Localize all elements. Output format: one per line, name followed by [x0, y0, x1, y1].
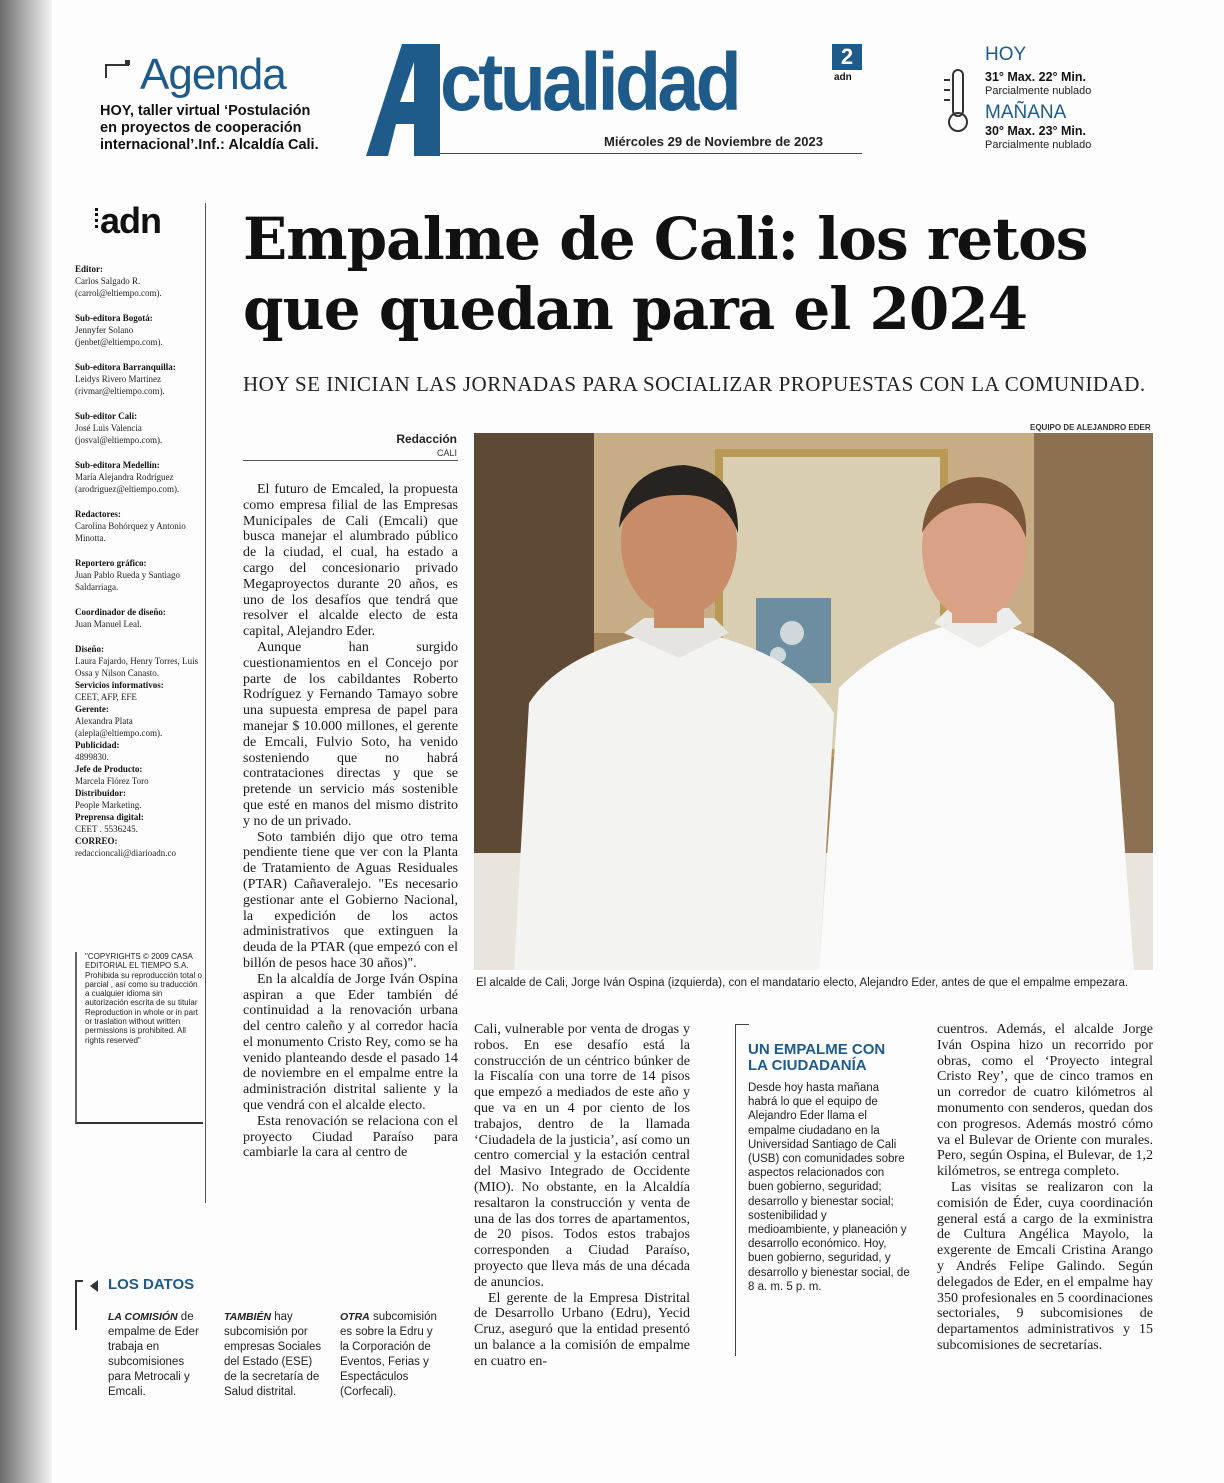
staff-credits: [75, 263, 205, 859]
staff-role: Gerente:: [75, 704, 109, 714]
staff-role: Sub-editora Barranquilla:: [75, 362, 176, 372]
adn-logo: adn: [100, 200, 162, 241]
datos-bracket-icon: [75, 1280, 87, 1330]
thermometer-icon: [944, 66, 974, 136]
staff-role: Redactores:: [75, 509, 121, 519]
agenda-title: Agenda: [140, 50, 286, 99]
paragraph: El gerente de la Empresa Distrital de Desarrollo Urbano (Edru), Yecid Cruz, aseguró que la entidad presentó un balance a la comisión de empalme en cuatro en-: [474, 1290, 690, 1369]
paragraph: Cali, vulnerable por venta de drogas y robos. En ese desafío está la construcción de un céntrico búnker de la Fiscalía con una torre de 14 pisos que empezó a mediados de este año y que va en un 4 por ciento de los trabajos, dentro de la llamada ‘Ciudadela de la justicia’, así como un centro comercial y la estación central del Masivo Integrado de Occidente (MIO). No obstante, en la Alcaldía resaltaron la construcción y venta de una de las dos torres de apartamentos, de 20 pisos. Todos estos trabajos corresponden a Ciudad Paraíso, proyecto que lleva más de una década de anuncios.: [474, 1022, 690, 1290]
staff-role: Sub-editor Cali:: [75, 411, 138, 421]
staff-name: Carolina Bohórquez y Antonio Minotta.: [75, 521, 186, 543]
dato-text: hay subcomisión por empresas Sociales del Estado (ESE) de la secretaría de Salud distrital.: [224, 1311, 322, 1398]
staff-name: Jennyfer Solano (jenbet@eltiempo.com).: [75, 325, 163, 347]
staff-entry: [75, 739, 205, 763]
staff-role: Publicidad:: [75, 740, 120, 750]
sidebar-divider: [205, 203, 206, 1203]
masthead-rule: [438, 153, 862, 154]
staff-name: redaccioncali@diarioadn.co: [75, 848, 176, 858]
box-text: Desde hoy hasta mañana habrá lo que el equipo de Alejandro Eder llama el empalme ciudadano en la Universidad Santiago de Cali (USB) con comunidades sobre aspectos relacionados con buen gobierno, seguridad; desarrollo y bienestar social; sostenibilidad y medioambiente, y planeación y desarrollo económico. Hoy, buen gobierno, seguridad, y desarrollo y bienestar social, de 8 a. m. 5 p. m.: [748, 1082, 910, 1293]
staff-entry: [75, 835, 205, 859]
staff-name: Juan Manuel Leal.: [75, 619, 142, 629]
staff-role: CORREO:: [75, 836, 118, 846]
page-number-badge: 2: [832, 44, 862, 70]
staff-name: Alexandra Plata (alepla@eltiempo.com).: [75, 716, 163, 738]
staff-entry: [75, 361, 205, 397]
article-column-4: [937, 1022, 1153, 1354]
dato-item: [340, 1310, 440, 1400]
article-column-1: [243, 482, 458, 1161]
staff-role: Distribuidor:: [75, 788, 127, 798]
paragraph: En la alcaldía de Jorge Iván Ospina aspiran a que Eder también dé continuidad a la renovación urbana del centro caleño y al corredor hacia el monumento Cristo Rey, como se ha venido planteando desde el pasado 14 de noviembre en el empalme entre la administración distrital saliente y la que vendrá con el alcalde electo.: [243, 971, 458, 1114]
agenda-bracket-icon: [105, 64, 129, 78]
staff-name: People Marketing.: [75, 800, 142, 810]
staff-entry: [75, 312, 205, 348]
byline: Redacción: [396, 432, 457, 446]
staff-name: Juan Pablo Rueda y Santiago Saldarriaga.: [75, 570, 180, 592]
dato-lead: OTRA: [340, 1311, 370, 1323]
photo-caption: El alcalde de Cali, Jorge Iván Ospina (izquierda), con el mandatario electo, Alejandro Eder, antes de que el empalme empezara.: [476, 977, 1129, 989]
article-photo: [474, 433, 1153, 970]
article-column-2: [474, 1022, 690, 1370]
staff-entry: [75, 763, 205, 787]
datos-arrow-icon: [90, 1280, 98, 1292]
staff-name: CEET, AFP, EFE: [75, 692, 137, 702]
staff-name: Marcela Flórez Toro: [75, 776, 149, 786]
section-logo-a-icon: [366, 44, 446, 156]
staff-role: Servicios informativos:: [75, 680, 164, 690]
staff-entry: [75, 263, 205, 299]
staff-entry: [75, 811, 205, 835]
dato-text: subcomisión es sobre la Edru y la Corporación de Eventos, Ferias y Espectáculos (Corfecali).: [340, 1311, 437, 1398]
staff-name: María Alejandra Rodríguez (arodriguez@eltiempo.com).: [75, 472, 180, 494]
staff-name: Carlos Salgado R. (carrol@eltiempo.com).: [75, 276, 162, 298]
staff-entry: [75, 679, 205, 703]
paragraph: Aunque han surgido cuestionamientos en el Concejo por parte de los cabildantes Roberto Rodríguez y Fernando Tamayo sobre una supuesta empresa de papel para manejar $ 10.000 millones, el gerente de Emcali, Fulvio Soto, ha venido sosteniendo que no habrá contrataciones directas y que se pretende un servicio más sostenible que esté en manos del mismo distrito y no de un privado.: [243, 639, 458, 829]
dato-text: de empalme de Eder trabaja en subcomisiones para Metrocali y Emcali.: [108, 1311, 199, 1398]
paragraph: Esta renovación se relaciona con el proyecto Ciudad Paraíso para cambiarle la cara al centro de: [243, 1113, 458, 1161]
staff-entry: [75, 410, 205, 446]
staff-entry: [75, 508, 205, 544]
weather-tomorrow-temp: 30° Max. 23° Min.: [985, 124, 1087, 138]
staff-name: Laura Fajardo, Henry Torres, Luis Ossa y Nilson Canasto.: [75, 656, 199, 678]
datos-title: LOS DATOS: [108, 1276, 195, 1293]
paragraph: Soto también dijo que otro tema pendiente tiene que ver con la Planta de Tratamiento de Aguas Residuales (PTAR) Cañaveralejo. "Es necesario gestionar ante el Gobierno Nacional, la expedición de los actos administrativos que extinguen la deuda de la PTAR (que empezó con el billón de pesos hace 30 años)".: [243, 829, 458, 971]
staff-role: Sub-editora Bogotá:: [75, 313, 153, 323]
staff-entry: [75, 557, 205, 593]
section-title: ctualidad: [440, 37, 739, 128]
staff-entry: [75, 459, 205, 495]
dato-item: [224, 1310, 324, 1400]
weather-today-temp: 31° Max. 22° Min.: [985, 70, 1087, 84]
staff-entry: [75, 703, 205, 739]
staff-role: Jefe de Producto:: [75, 764, 143, 774]
badge-adn-text: adn: [834, 72, 852, 83]
weather-today-desc: Parcialmente nublado: [985, 85, 1092, 97]
staff-entry: [75, 787, 205, 811]
staff-entry: [75, 606, 205, 630]
byline-location: CALI: [436, 448, 457, 458]
dato-lead: LA COMISIÓN: [108, 1311, 178, 1323]
page-fold-shadow: [0, 0, 52, 1483]
issue-date: Miércoles 29 de Noviembre de 2023: [604, 134, 823, 149]
agenda-text: HOY, taller virtual ‘Postulación en proyectos de cooperación internacional’.Inf.: Alcaldía Cali.: [100, 103, 319, 153]
dato-lead: TAMBIÉN: [224, 1311, 272, 1323]
staff-role: Reportero gráfico:: [75, 558, 147, 568]
weather-tomorrow-label: MAÑANA: [985, 102, 1067, 123]
copyright-notice: "COPYRIGHTS © 2009 CASA EDITORIAL EL TIEMPO S.A. Prohibida su reproducción total o parcial , así como su traducción a cualquier idioma sin autorización escrita de su titular Reproduction in whole or in part or traslation without written permissions is prohibited. All rights reserved": [75, 952, 203, 1124]
staff-name: Leidys Rivero Martínez (rivmar@eltiempo.com).: [75, 374, 165, 396]
box-title: UN EMPALME CON LA CIUDADANÍA: [748, 1041, 886, 1074]
staff-role: Diseño:: [75, 644, 104, 654]
paragraph: Las visitas se realizaron con la comisión de Éder, cuya coordinación general está a cargo de la exministra de Cultura Angélica Mayolo, la exgerente de Emcali Cristina Arango y Andrés Felipe Galindo. Según delegados de Eder, en el empalme hay 350 profesionales en 5 coordinaciones sectoriales, 9 subcomisiones de departamentos administrativos y 15 subcomisiones de secretarías.: [937, 1179, 1153, 1353]
staff-role: Coordinador de diseño:: [75, 607, 166, 617]
staff-role: Preprensa digital:: [75, 812, 144, 822]
staff-role: Sub-editora Medellín:: [75, 460, 160, 470]
paragraph: El futuro de Emcaled, la propuesta como empresa filial de las Empresas Municipales de Cali (Emcali) que busca manejar el alumbrado público de la ciudad, el cual, ha estado a cargo del concesionario privado Megaproyectos durante 20 años, es uno de los desafíos que tendrá que resolver el alcalde electo de esta capital, Alejandro Eder.: [243, 482, 458, 640]
weather-today-label: HOY: [985, 44, 1027, 65]
staff-name: CEET . 5536245.: [75, 824, 138, 834]
staff-name: José Luis Valencia (josval@eltiempo.com).: [75, 423, 163, 445]
article-headline: Empalme de Cali: los retos que quedan para el 2024: [243, 205, 1088, 343]
byline-rule: [243, 460, 458, 461]
photo-credit: EQUIPO DE ALEJANDRO EDER: [1030, 423, 1151, 432]
staff-role: Editor:: [75, 264, 103, 274]
sidebar-box-tick: [735, 1024, 749, 1025]
dato-item: [108, 1310, 208, 1400]
staff-entry: [75, 643, 205, 679]
staff-name: 4899830.: [75, 752, 109, 762]
paragraph: cuentros. Además, el alcalde Jorge Iván Ospina hizo un recorrido por obras, como el ‘Proyecto integral Cristo Rey’, que de cinco tramos en un corredor de cuatro kilómetros al monumento con senderos, quedan dos con progresos. Además mostró cómo va el Bulevar de Oriente con murales. Pero, según Ospina, el Bulevar, de 1,2 kilómetros, se entrega completo.: [937, 1022, 1153, 1180]
weather-tomorrow-desc: Parcialmente nublado: [985, 139, 1092, 151]
article-subhead: HOY SE INICIAN LAS JORNADAS PARA SOCIALIZAR PROPUESTAS CON LA COMUNIDAD.: [243, 372, 1146, 396]
